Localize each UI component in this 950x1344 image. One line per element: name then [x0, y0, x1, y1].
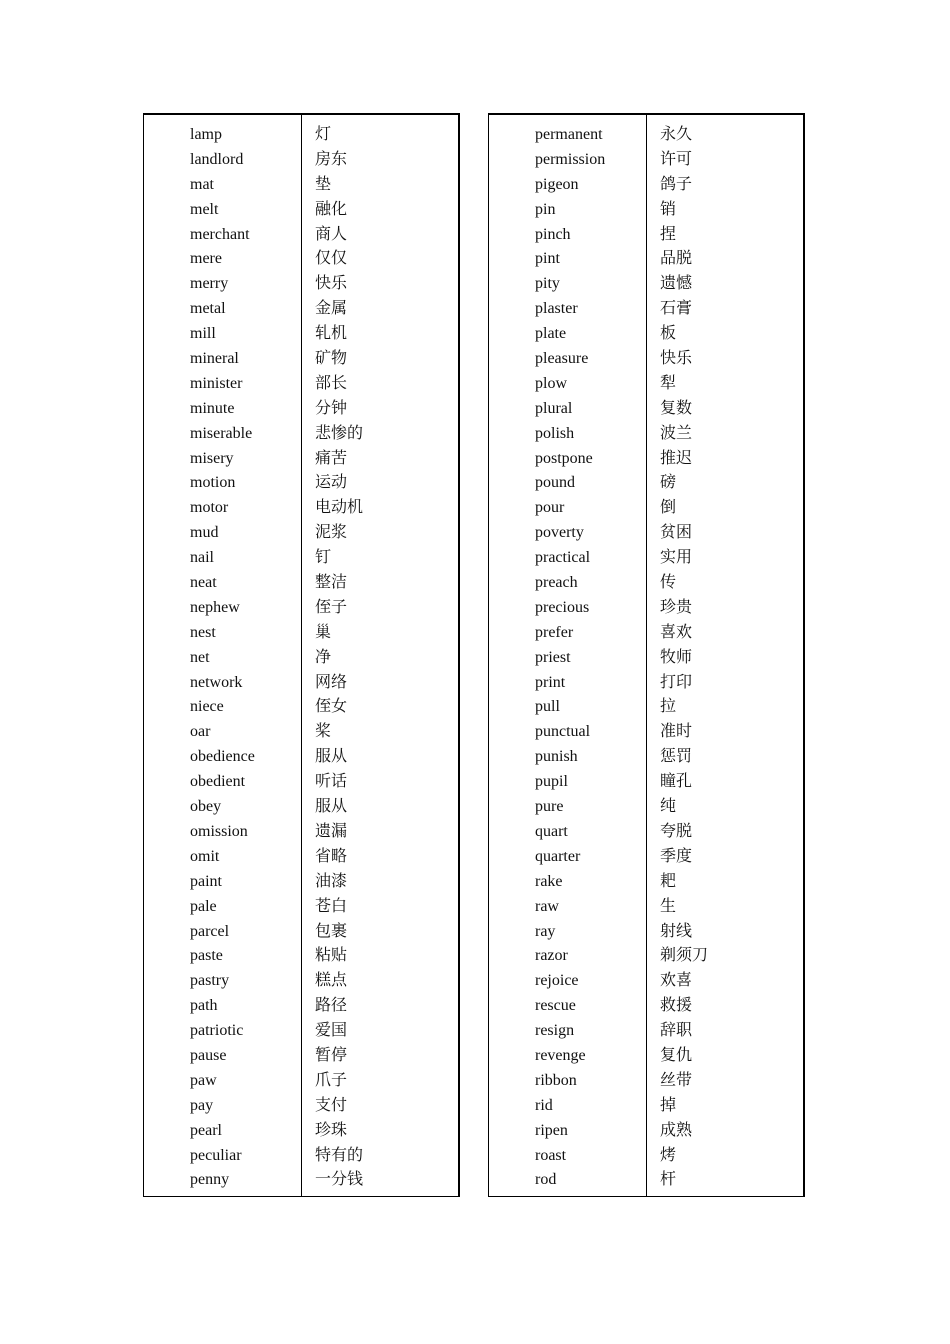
chinese-translation: 服从 [315, 796, 348, 816]
vocab-row [489, 422, 803, 447]
vocab-row [489, 646, 803, 671]
english-word: pause [190, 1046, 227, 1064]
english-word: pale [190, 897, 217, 915]
vocab-row [144, 496, 458, 521]
english-word: resign [535, 1022, 575, 1040]
vocab-rows [489, 123, 803, 1193]
vocab-row [144, 845, 458, 870]
vocab-row [144, 820, 458, 845]
chinese-translation: 许可 [660, 148, 693, 168]
vocab-row [489, 1119, 803, 1144]
chinese-translation: 遗憾 [660, 273, 693, 293]
english-word: motor [190, 499, 229, 517]
chinese-translation: 侄女 [315, 696, 348, 716]
vocab-row [144, 1019, 458, 1044]
english-word: pound [535, 474, 575, 492]
vocab-row [144, 795, 458, 820]
chinese-translation: 分钟 [315, 397, 348, 417]
english-word: merry [190, 275, 229, 293]
vocab-row [489, 695, 803, 720]
chinese-translation: 糕点 [315, 970, 348, 990]
chinese-translation: 夸脱 [660, 820, 693, 840]
chinese-translation: 板 [660, 323, 677, 343]
vocab-row [489, 994, 803, 1019]
vocab-row [489, 944, 803, 969]
english-word: revenge [535, 1046, 586, 1064]
chinese-translation: 支付 [315, 1094, 348, 1114]
chinese-translation: 爪子 [315, 1069, 348, 1089]
chinese-translation: 包裹 [315, 920, 348, 940]
english-word: pigeon [535, 175, 579, 193]
chinese-translation: 拉 [660, 696, 677, 716]
english-word: neat [190, 574, 217, 592]
english-word: paint [190, 872, 222, 890]
vocab-row [489, 671, 803, 696]
chinese-translation: 巢 [315, 621, 332, 641]
vocab-row [144, 870, 458, 895]
vocab-row [489, 546, 803, 571]
english-word: mere [190, 250, 222, 268]
chinese-translation: 泥浆 [315, 522, 348, 542]
vocab-row [144, 1144, 458, 1169]
vocab-row [489, 173, 803, 198]
vocab-row [489, 770, 803, 795]
vocab-row [144, 123, 458, 148]
english-word: melt [190, 200, 219, 218]
chinese-translation: 实用 [660, 547, 693, 567]
english-word: path [190, 997, 218, 1015]
english-word: motion [190, 474, 236, 492]
chinese-translation: 商人 [315, 223, 348, 243]
english-word: quarter [535, 847, 581, 865]
vocab-row [144, 347, 458, 372]
vocab-row [489, 969, 803, 994]
english-word: nail [190, 549, 214, 567]
chinese-translation: 部长 [315, 372, 348, 392]
english-word: pull [535, 698, 560, 716]
chinese-translation: 喜欢 [660, 621, 693, 641]
chinese-translation: 欢喜 [660, 970, 693, 990]
chinese-translation: 烤 [660, 1144, 677, 1164]
chinese-translation: 打印 [660, 671, 693, 691]
english-word: plural [535, 399, 573, 417]
vocab-row [144, 397, 458, 422]
chinese-translation: 金属 [315, 298, 348, 318]
chinese-translation: 省略 [315, 845, 348, 865]
chinese-translation: 惩罚 [660, 746, 693, 766]
english-word: obedience [190, 748, 255, 766]
english-word: rod [535, 1171, 557, 1189]
english-word: permission [535, 150, 606, 168]
english-word: prefer [535, 623, 574, 641]
english-word: rake [535, 872, 563, 890]
vocab-row [489, 397, 803, 422]
chinese-translation: 纯 [660, 796, 677, 816]
vocab-row [144, 920, 458, 945]
chinese-translation: 生 [660, 895, 677, 915]
chinese-translation: 运动 [315, 472, 348, 492]
vocab-row [144, 770, 458, 795]
chinese-translation: 成熟 [660, 1119, 693, 1139]
vocab-row [489, 870, 803, 895]
vocab-row [144, 546, 458, 571]
vocab-row [489, 845, 803, 870]
english-word: raw [535, 897, 559, 915]
vocab-table-left [143, 113, 460, 1197]
english-word: roast [535, 1146, 567, 1164]
chinese-translation: 悲惨的 [315, 422, 364, 442]
vocab-row [489, 322, 803, 347]
vocab-row [489, 198, 803, 223]
english-word: minute [190, 399, 235, 417]
chinese-translation: 耙 [660, 870, 677, 890]
chinese-translation: 暂停 [315, 1044, 348, 1064]
vocab-row [489, 247, 803, 272]
chinese-translation: 复仇 [660, 1044, 693, 1064]
vocab-row [489, 895, 803, 920]
vocab-row [489, 745, 803, 770]
vocab-row [489, 471, 803, 496]
english-word: peculiar [190, 1146, 242, 1164]
english-word: quart [535, 822, 568, 840]
vocab-row [489, 372, 803, 397]
chinese-translation: 鸽子 [660, 173, 693, 193]
vocab-row [144, 272, 458, 297]
chinese-translation: 品脱 [660, 248, 693, 268]
vocab-row [489, 223, 803, 248]
vocab-row [144, 621, 458, 646]
chinese-translation: 路径 [315, 995, 348, 1015]
vocab-row [144, 1094, 458, 1119]
chinese-translation: 桨 [315, 721, 332, 741]
chinese-translation: 痛苦 [315, 447, 348, 467]
vocab-row [144, 471, 458, 496]
english-word: mineral [190, 350, 239, 368]
vocab-row [489, 1144, 803, 1169]
vocab-row [144, 223, 458, 248]
vocab-row [144, 695, 458, 720]
english-word: rid [535, 1096, 553, 1114]
vocab-row [144, 297, 458, 322]
vocab-row [489, 1094, 803, 1119]
english-word: minister [190, 374, 243, 392]
vocab-row [489, 795, 803, 820]
chinese-translation: 矿物 [315, 348, 348, 368]
english-word: precious [535, 598, 590, 616]
english-word: punish [535, 748, 578, 766]
chinese-translation: 珍珠 [315, 1119, 348, 1139]
vocab-row [489, 496, 803, 521]
english-word: pleasure [535, 350, 589, 368]
vocab-row [489, 1069, 803, 1094]
vocab-row [144, 1168, 458, 1193]
vocab-row [489, 521, 803, 546]
chinese-translation: 钉 [315, 547, 332, 567]
vocab-table-right [488, 113, 805, 1197]
chinese-translation: 丝带 [660, 1069, 693, 1089]
vocab-row [144, 671, 458, 696]
english-word: network [190, 673, 243, 691]
chinese-translation: 波兰 [660, 422, 693, 442]
vocab-row [144, 247, 458, 272]
english-word: merchant [190, 225, 250, 243]
vocab-row [144, 969, 458, 994]
english-word: metal [190, 300, 226, 318]
english-word: landlord [190, 150, 244, 168]
chinese-translation: 网络 [315, 671, 348, 691]
chinese-translation: 仅仅 [315, 248, 348, 268]
english-word: pearl [190, 1121, 222, 1139]
chinese-translation: 复数 [660, 397, 693, 417]
chinese-translation: 苍白 [315, 895, 348, 915]
chinese-translation: 爱国 [315, 1020, 348, 1040]
english-word: patriotic [190, 1022, 244, 1040]
vocab-row [489, 571, 803, 596]
english-word: practical [535, 549, 591, 567]
vocab-row [144, 322, 458, 347]
vocab-row [489, 1168, 803, 1193]
vocab-row [144, 1119, 458, 1144]
vocab-row [489, 920, 803, 945]
chinese-translation: 遗漏 [315, 820, 348, 840]
vocab-row [489, 447, 803, 472]
chinese-translation: 犁 [660, 372, 677, 392]
english-word: niece [190, 698, 224, 716]
chinese-translation: 销 [660, 198, 677, 218]
chinese-translation: 牧师 [660, 646, 693, 666]
vocab-row [489, 596, 803, 621]
english-word: print [535, 673, 566, 691]
english-word: pity [535, 275, 560, 293]
chinese-translation: 磅 [660, 472, 677, 492]
english-word: misery [190, 449, 234, 467]
english-word: miserable [190, 424, 253, 442]
chinese-translation: 听话 [315, 771, 348, 791]
chinese-translation: 珍贵 [660, 596, 693, 616]
english-word: pure [535, 798, 564, 816]
english-word: priest [535, 648, 571, 666]
vocab-row [489, 1019, 803, 1044]
vocab-row [144, 944, 458, 969]
english-word: postpone [535, 449, 593, 467]
chinese-translation: 一分钱 [315, 1169, 364, 1189]
vocab-row [144, 745, 458, 770]
chinese-translation: 油漆 [315, 870, 348, 890]
english-word: nephew [190, 598, 240, 616]
english-word: plow [535, 374, 567, 392]
english-word: pinch [535, 225, 571, 243]
english-word: penny [190, 1171, 230, 1189]
english-word: poverty [535, 524, 584, 542]
vocab-row [144, 422, 458, 447]
vocab-row [489, 347, 803, 372]
chinese-translation: 传 [660, 572, 677, 592]
chinese-translation: 电动机 [315, 497, 364, 517]
vocab-row [144, 571, 458, 596]
chinese-translation: 粘贴 [315, 945, 348, 965]
chinese-translation: 轧机 [315, 323, 348, 343]
english-word: polish [535, 424, 575, 442]
vocab-row [489, 720, 803, 745]
vocab-row [144, 720, 458, 745]
chinese-translation: 房东 [315, 148, 348, 168]
vocab-rows [144, 123, 458, 1193]
chinese-translation: 倒 [660, 497, 677, 517]
vocab-row [144, 198, 458, 223]
english-word: pay [190, 1096, 214, 1114]
english-word: pour [535, 499, 565, 517]
vocab-row [489, 123, 803, 148]
vocab-row [489, 272, 803, 297]
vocab-row [144, 646, 458, 671]
vocab-row [144, 521, 458, 546]
vocab-row [144, 994, 458, 1019]
chinese-translation: 侄子 [315, 596, 348, 616]
english-word: plaster [535, 300, 578, 318]
chinese-translation: 快乐 [315, 273, 348, 293]
chinese-translation: 捏 [660, 223, 677, 243]
chinese-translation: 季度 [660, 845, 693, 865]
vocab-row [489, 820, 803, 845]
english-word: pin [535, 200, 556, 218]
english-word: lamp [190, 126, 222, 143]
chinese-translation: 准时 [660, 721, 693, 741]
english-word: omit [190, 847, 220, 865]
english-word: punctual [535, 723, 591, 741]
english-word: ribbon [535, 1071, 577, 1089]
english-word: paw [190, 1071, 217, 1089]
english-word: permanent [535, 126, 603, 143]
english-word: obedient [190, 773, 246, 791]
english-word: obey [190, 798, 222, 816]
english-word: pupil [535, 773, 568, 791]
chinese-translation: 杆 [660, 1169, 677, 1189]
english-word: mat [190, 175, 214, 193]
english-word: razor [535, 947, 568, 965]
english-word: ripen [535, 1121, 568, 1139]
vocab-row [144, 148, 458, 173]
english-word: plate [535, 325, 567, 343]
english-word: net [190, 648, 210, 666]
english-word: ray [535, 922, 556, 940]
chinese-translation: 贫困 [660, 522, 693, 542]
vocab-row [489, 1044, 803, 1069]
chinese-translation: 灯 [315, 124, 332, 143]
chinese-translation: 融化 [315, 198, 348, 218]
english-word: rejoice [535, 972, 579, 990]
english-word: pint [535, 250, 560, 268]
chinese-translation: 净 [315, 646, 332, 666]
chinese-translation: 石膏 [660, 298, 693, 318]
vocab-row [144, 596, 458, 621]
chinese-translation: 射线 [660, 920, 693, 940]
chinese-translation: 特有的 [315, 1144, 364, 1164]
vocab-row [144, 895, 458, 920]
vocab-row [144, 1044, 458, 1069]
english-word: oar [190, 723, 211, 741]
chinese-translation: 快乐 [660, 348, 693, 368]
chinese-translation: 掉 [660, 1094, 677, 1114]
english-word: rescue [535, 997, 576, 1015]
vocab-row [489, 621, 803, 646]
english-word: mill [190, 325, 216, 343]
vocab-row [144, 447, 458, 472]
chinese-translation: 垫 [315, 173, 332, 193]
chinese-translation: 服从 [315, 746, 348, 766]
vocab-row [144, 173, 458, 198]
english-word: parcel [190, 922, 230, 940]
english-word: paste [190, 947, 223, 965]
vocab-row [489, 297, 803, 322]
chinese-translation: 整洁 [315, 572, 348, 592]
chinese-translation: 永久 [660, 124, 693, 143]
english-word: omission [190, 822, 248, 840]
vocab-row [144, 372, 458, 397]
english-word: preach [535, 574, 578, 592]
english-word: nest [190, 623, 216, 641]
chinese-translation: 剃须刀 [660, 945, 709, 965]
chinese-translation: 瞳孔 [660, 771, 693, 791]
english-word: mud [190, 524, 219, 542]
vocab-row [144, 1069, 458, 1094]
vocab-row [489, 148, 803, 173]
chinese-translation: 救援 [660, 995, 693, 1015]
chinese-translation: 辞职 [660, 1020, 693, 1040]
english-word: pastry [190, 972, 230, 990]
chinese-translation: 推迟 [660, 447, 693, 467]
